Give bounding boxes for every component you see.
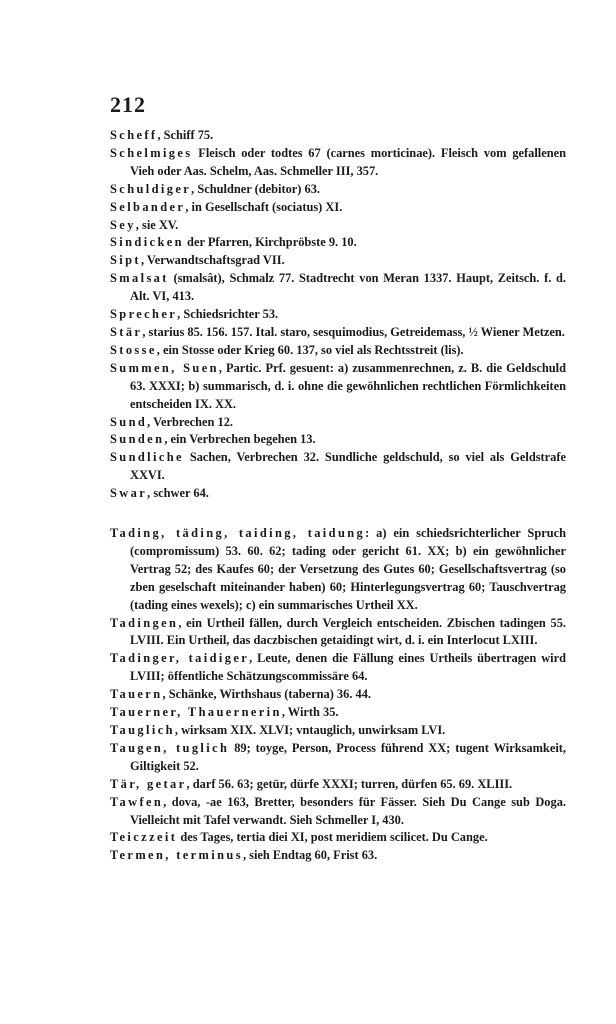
entry-headword: Scheff xyxy=(110,128,158,142)
glossary-entry xyxy=(110,704,566,722)
entry-definition: , Verbrechen 12. xyxy=(147,414,233,429)
glossary-section-t xyxy=(110,525,566,865)
entry-definition: , schwer 64. xyxy=(147,486,209,501)
glossary-entry xyxy=(110,449,566,485)
glossary-entry xyxy=(110,794,566,830)
entry-headword: Sprecher xyxy=(110,307,178,322)
entry-headword: Tadinger, taidiger xyxy=(110,651,250,666)
entry-definition: Sachen, Verbrechen 32. Sundliche geldschuld, so viel als Geldstrafe XXVI. xyxy=(130,450,566,483)
entry-headword: Teiczzeit xyxy=(110,830,178,845)
entry-definition: Fleisch oder todtes 67 (carnes morticinae). Fleisch vom gefallenen Vieh oder Aas. Schelm, Aas. Schmeller III, 357. xyxy=(130,145,566,178)
entry-definition: , Schiedsrichter 53. xyxy=(177,307,279,322)
entry-definition: , starius 85. 156. 157. Ital. staro, sesquimodius, Getreidemass, ½ Wiener Metzen. xyxy=(142,324,565,339)
entry-definition: , Verwandtschaftsgrad VII. xyxy=(140,253,285,268)
entry-headword: Sund xyxy=(110,414,148,429)
entry-headword: Stosse xyxy=(110,342,157,357)
entry-headword: Sunden xyxy=(110,432,165,447)
entry-headword: Taugen, tuglich xyxy=(110,740,230,755)
entry-headword: Sipt xyxy=(110,253,141,268)
entry-headword: Summen, Suen xyxy=(110,360,219,375)
entry-definition: , Partic. Prf. gesuent: a) zusammenrechnen, z. B. die Geldschuld 63. XXXI; b) summarisch, d. i. ohne die gewöhnlichen rechtlichen Förmlichkeiten entscheiden IX. XX. xyxy=(130,360,567,411)
glossary-entry xyxy=(110,217,566,235)
glossary-entry xyxy=(110,414,566,432)
entry-definition: , Wirth 35. xyxy=(281,705,339,720)
entry-definition: , Schänke, Wirthshaus (taberna) 36. 44. xyxy=(162,687,372,702)
page-number: 212 xyxy=(110,92,146,117)
entry-headword: Stär xyxy=(110,324,143,339)
entry-headword: Schuldiger xyxy=(110,181,192,196)
glossary-entry xyxy=(110,306,566,324)
glossary-entry xyxy=(110,199,566,217)
entry-definition: des Tages, tertia diei XI, post meridiem scilicet. Du Cange. xyxy=(177,830,488,845)
entry-headword: Tauglich xyxy=(110,722,175,737)
entry-headword: Swar xyxy=(110,486,148,501)
entry-headword: Smalsat xyxy=(110,271,169,286)
glossary-entry xyxy=(110,485,566,503)
entry-definition: , dova, -ae 163, Bretter, besonders für Fässer. Sieh Du Cange sub Doga. Vielleicht mit Tafel verwandt. Sieh Schmeller I, 430. xyxy=(130,794,566,827)
entry-headword: Sindicken xyxy=(110,235,184,250)
entry-definition: , darf 56. 63; getür, dürfe XXXI; turren, dürfen 65. 69. XLIII. xyxy=(186,776,513,791)
entry-definition: , ein Verbrechen begehen 13. xyxy=(164,432,316,447)
entry-definition: , in Gesellschaft (sociatus) XI. xyxy=(185,199,343,214)
entry-definition: , ein Stosse oder Krieg 60. 137, so viel als Rechtsstreit (lis). xyxy=(156,342,464,357)
entry-headword: Selbander xyxy=(110,199,186,214)
entry-definition: : a) ein schiedsrichterlicher Spruch (compromissum) 53. 60. 62; tading oder gericht 61. XX; b) ein gewöhnlicher Vertrag 52; des Kaufes 60; der Versetzung des Gutes 60; Gesellschaftsvertrag (so zben geselschaft miteinander haben) 60; Hinterlegungsvertrag 60; Tauschvertrag (tading eines wexels); c) ein summarisches Urtheil XX. xyxy=(130,526,566,612)
entry-definition: , Schuldner (debitor) 63. xyxy=(191,181,321,196)
glossary-entry xyxy=(110,234,566,252)
glossary-entry xyxy=(110,615,566,651)
entry-headword: Sey xyxy=(110,217,136,232)
entry-definition: der Pfarren, Kirchpröbste 9. 10. xyxy=(183,235,357,250)
entry-headword: Schelmiges xyxy=(110,145,193,160)
entry-definition: 89; toyge, Person, Process führend XX; tugent Wirksamkeit, Giltigkeit 52. xyxy=(130,740,566,773)
glossary-entry xyxy=(110,342,566,360)
glossary-entry xyxy=(110,525,566,615)
entry-definition: , ein Urtheil fällen, durch Vergleich entscheiden. Zbischen tadingen 55. LVIII. Ein Urtheil, das daczbischen getaidingt wirt, d. i. ein Interlocut LXIII. xyxy=(130,615,566,648)
entry-headword: Termen, terminus xyxy=(110,848,243,863)
entry-definition: , sieh Endtag 60, Frist 63. xyxy=(242,848,378,863)
entry-headword: Tär, getar xyxy=(110,776,187,791)
glossary-entry xyxy=(110,360,566,414)
glossary-entry xyxy=(110,252,566,270)
glossary-entry xyxy=(110,722,566,740)
glossary-entry xyxy=(110,829,566,847)
entry-headword: Tadingen xyxy=(110,615,179,630)
entry-headword: Tawfen xyxy=(110,794,164,809)
glossary-entry xyxy=(110,181,566,199)
entry-headword: Sundliche xyxy=(110,450,184,465)
glossary-entry xyxy=(110,650,566,686)
glossary-entry xyxy=(110,127,566,145)
entry-headword: Tading, täding, taiding, taidung xyxy=(110,526,366,540)
glossary-entry xyxy=(110,740,566,776)
entry-definition: , Schiff 75. xyxy=(157,128,214,142)
glossary-section-s xyxy=(110,127,566,503)
glossary-entry xyxy=(110,776,566,794)
entry-headword: Tauerner, Thauernerin xyxy=(110,705,282,720)
glossary-entry xyxy=(110,686,566,704)
entry-headword: Tauern xyxy=(110,687,163,702)
glossary-entry xyxy=(110,431,566,449)
entry-definition: (smalsât), Schmalz 77. Stadtrecht von Meran 1337. Haupt, Zeitsch. f. d. Alt. VI, 413. xyxy=(130,271,566,304)
entry-definition: , wirksam XIX. XLVI; vntauglich, unwirksam LVI. xyxy=(174,722,446,737)
glossary-entry xyxy=(110,145,566,181)
entry-definition: , Leute, denen die Fällung eines Urtheils übertragen wird LVIII; öffentliche Schätzungscommissäre 64. xyxy=(130,651,566,684)
glossary-entry xyxy=(110,847,566,865)
entry-definition: , sie XV. xyxy=(135,217,179,232)
glossary-entry xyxy=(110,324,566,342)
glossary-entry xyxy=(110,270,566,306)
